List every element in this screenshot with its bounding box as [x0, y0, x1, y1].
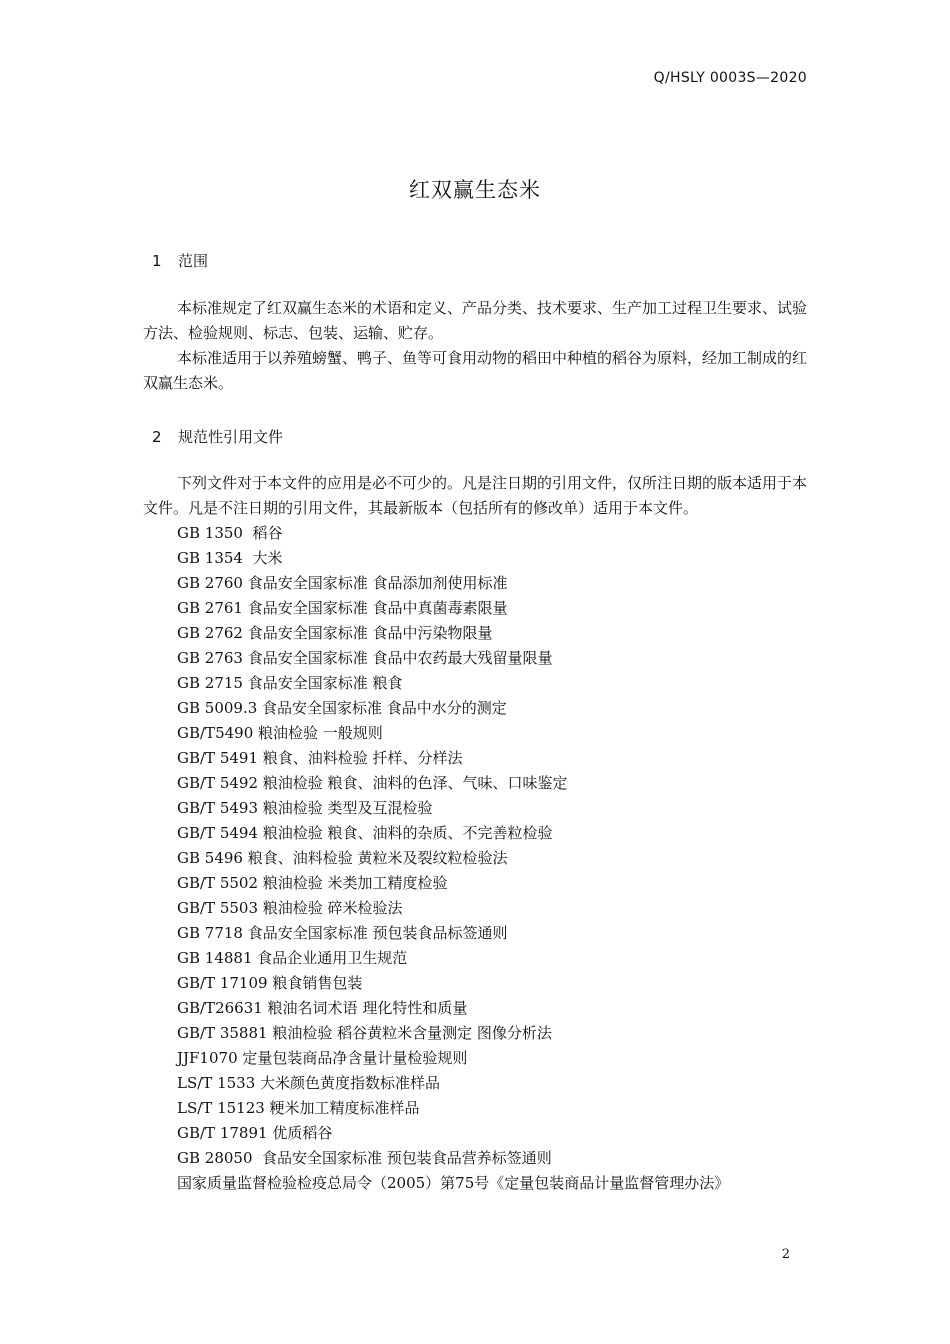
- section-number: 1: [152, 252, 162, 270]
- reference-item: GB 2715 食品安全国家标准 粮食: [177, 674, 403, 692]
- reference-item: GB 2760 食品安全国家标准 食品添加剂使用标准: [177, 574, 508, 592]
- reference-item: GB 2763 食品安全国家标准 食品中农药最大残留量限量: [177, 649, 553, 667]
- section-heading-scope: [152, 250, 208, 271]
- reference-item: GB/T 5502 粮油检验 米类加工精度检验: [177, 874, 448, 892]
- scope-paragraph-2: 本标准适用于以养殖螃蟹、鸭子、鱼等可食用动物的稻田中种植的稻谷为原料，经加工制成的红双赢生态米。: [143, 349, 808, 392]
- reference-item: 国家质量监督检验检疫总局令（2005）第75号《定量包装商品计量监督管理办法》: [177, 1174, 730, 1192]
- reference-item: LS/T 15123 粳米加工精度标准样品: [177, 1099, 420, 1117]
- page-number: 2: [781, 1247, 790, 1262]
- section-title: 规范性引用文件: [178, 428, 284, 446]
- reference-item: GB/T 5503 粮油检验 碎米检验法: [177, 899, 403, 917]
- reference-item: GB 5009.3 食品安全国家标准 食品中水分的测定: [177, 699, 507, 717]
- reference-item: GB/T 5491 粮食、油料检验 扦样、分样法: [177, 749, 463, 767]
- reference-item: JJF1070 定量包装商品净含量计量检验规则: [177, 1049, 468, 1067]
- reference-item: GB/T 17109 粮食销售包装: [177, 974, 363, 992]
- reference-item: GB/T 5493 粮油检验 类型及互混检验: [177, 799, 433, 817]
- reference-item: GB/T 5492 粮油检验 粮食、油料的色泽、气味、口味鉴定: [177, 774, 568, 792]
- reference-item: GB 1350 稻谷: [177, 524, 283, 542]
- reference-item: GB 2762 食品安全国家标准 食品中污染物限量: [177, 624, 493, 642]
- reference-item: GB/T26631 粮油名词术语 理化特性和质量: [177, 999, 468, 1017]
- document-title: 红双赢生态米: [409, 178, 541, 202]
- section-number: 2: [152, 428, 162, 446]
- section-heading-normative-references: [152, 426, 283, 447]
- references-intro-paragraph: 下列文件对于本文件的应用是必不可少的。凡是注日期的引用文件，仅所注日期的版本适用于本文件。凡是不注日期的引用文件，其最新版本（包括所有的修改单）适用于本文件。: [143, 474, 808, 517]
- reference-item: GB/T 17891 优质稻谷: [177, 1124, 333, 1142]
- standard-code: Q/HSLY 0003S—2020: [653, 70, 807, 86]
- reference-item: GB 28050 食品安全国家标准 预包装食品营养标签通则: [177, 1149, 552, 1167]
- reference-item: GB 7718 食品安全国家标准 预包装食品标签通则: [177, 924, 508, 942]
- section-title: 范围: [178, 252, 209, 270]
- reference-item: GB/T 35881 粮油检验 稻谷黄粒米含量测定 图像分析法: [177, 1024, 552, 1042]
- reference-item: GB 5496 粮食、油料检验 黄粒米及裂纹粒检验法: [177, 849, 508, 867]
- reference-item: GB 2761 食品安全国家标准 食品中真菌毒素限量: [177, 599, 508, 617]
- reference-item: GB/T5490 粮油检验 一般规则: [177, 724, 383, 742]
- reference-item: LS/T 1533 大米颜色黄度指数标准样品: [177, 1074, 441, 1092]
- reference-list: [177, 521, 729, 1196]
- reference-item: GB 14881 食品企业通用卫生规范: [177, 949, 408, 967]
- scope-paragraph-1: 本标准规定了红双赢生态米的术语和定义、产品分类、技术要求、生产加工过程卫生要求、试验方法、检验规则、标志、包装、运输、贮存。: [143, 299, 808, 342]
- reference-item: GB 1354 大米: [177, 549, 283, 567]
- reference-item: GB/T 5494 粮油检验 粮食、油料的杂质、不完善粒检验: [177, 824, 553, 842]
